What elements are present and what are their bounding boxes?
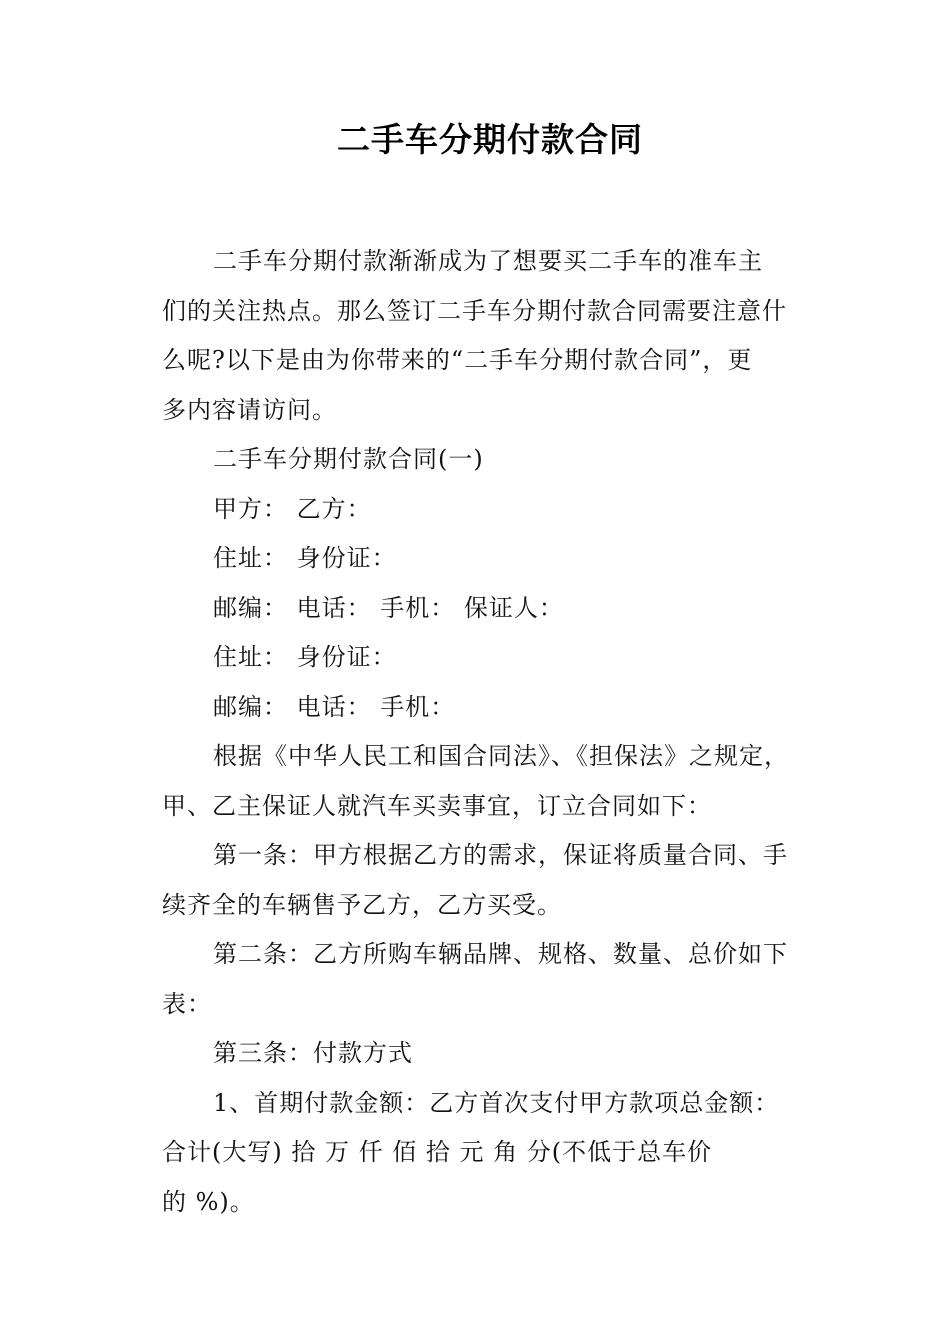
party-line: 住址： 身份证：: [213, 643, 397, 671]
payment-line: 1、首期付款金额：乙方首次支付甲方款项总金额：: [213, 1088, 780, 1117]
paragraph-line: 多内容请访问。: [162, 395, 337, 424]
article-line: 第二条：乙方所购车辆品牌、规格、数量、总价如下: [213, 940, 788, 968]
article-line: 第三条：付款方式: [213, 1039, 413, 1067]
party-line: 甲方： 乙方：: [213, 494, 372, 523]
document-body: [162, 237, 792, 1227]
payment-line: 合计(大写) 拾 万 仟 佰 拾 元 角 分(不低于总车价: [162, 1138, 713, 1166]
article-line: 续齐全的车辆售予乙方，乙方买受。: [162, 890, 562, 919]
section-heading: 二手车分期付款合同(一): [213, 445, 484, 473]
payment-line: 的 %)。: [162, 1187, 255, 1216]
paragraph-line: 么呢?以下是由为你带来的“二手车分期付款合同”，更: [162, 346, 753, 374]
paragraph-line: 根据《中华人民工和国合同法》、《担保法》之规定，: [213, 742, 789, 770]
document-title: 二手车分期付款合同: [337, 120, 643, 159]
paragraph-line: 二手车分期付款渐渐成为了想要买二手车的准车主: [213, 247, 763, 275]
paragraph-line: 们的关注热点。那么签订二手车分期付款合同需要注意什: [162, 296, 787, 325]
party-line: 住址： 身份证：: [213, 544, 397, 572]
article-line: 第一条：甲方根据乙方的需求，保证将质量合同、手: [213, 841, 788, 869]
article-line: 表：: [162, 989, 212, 1018]
paragraph-line: 甲、乙主保证人就汽车买卖事宜，订立合同如下：: [162, 791, 712, 820]
party-line: 邮编： 电话： 手机：: [213, 692, 456, 721]
party-line: 邮编： 电话： 手机： 保证人：: [213, 593, 564, 622]
